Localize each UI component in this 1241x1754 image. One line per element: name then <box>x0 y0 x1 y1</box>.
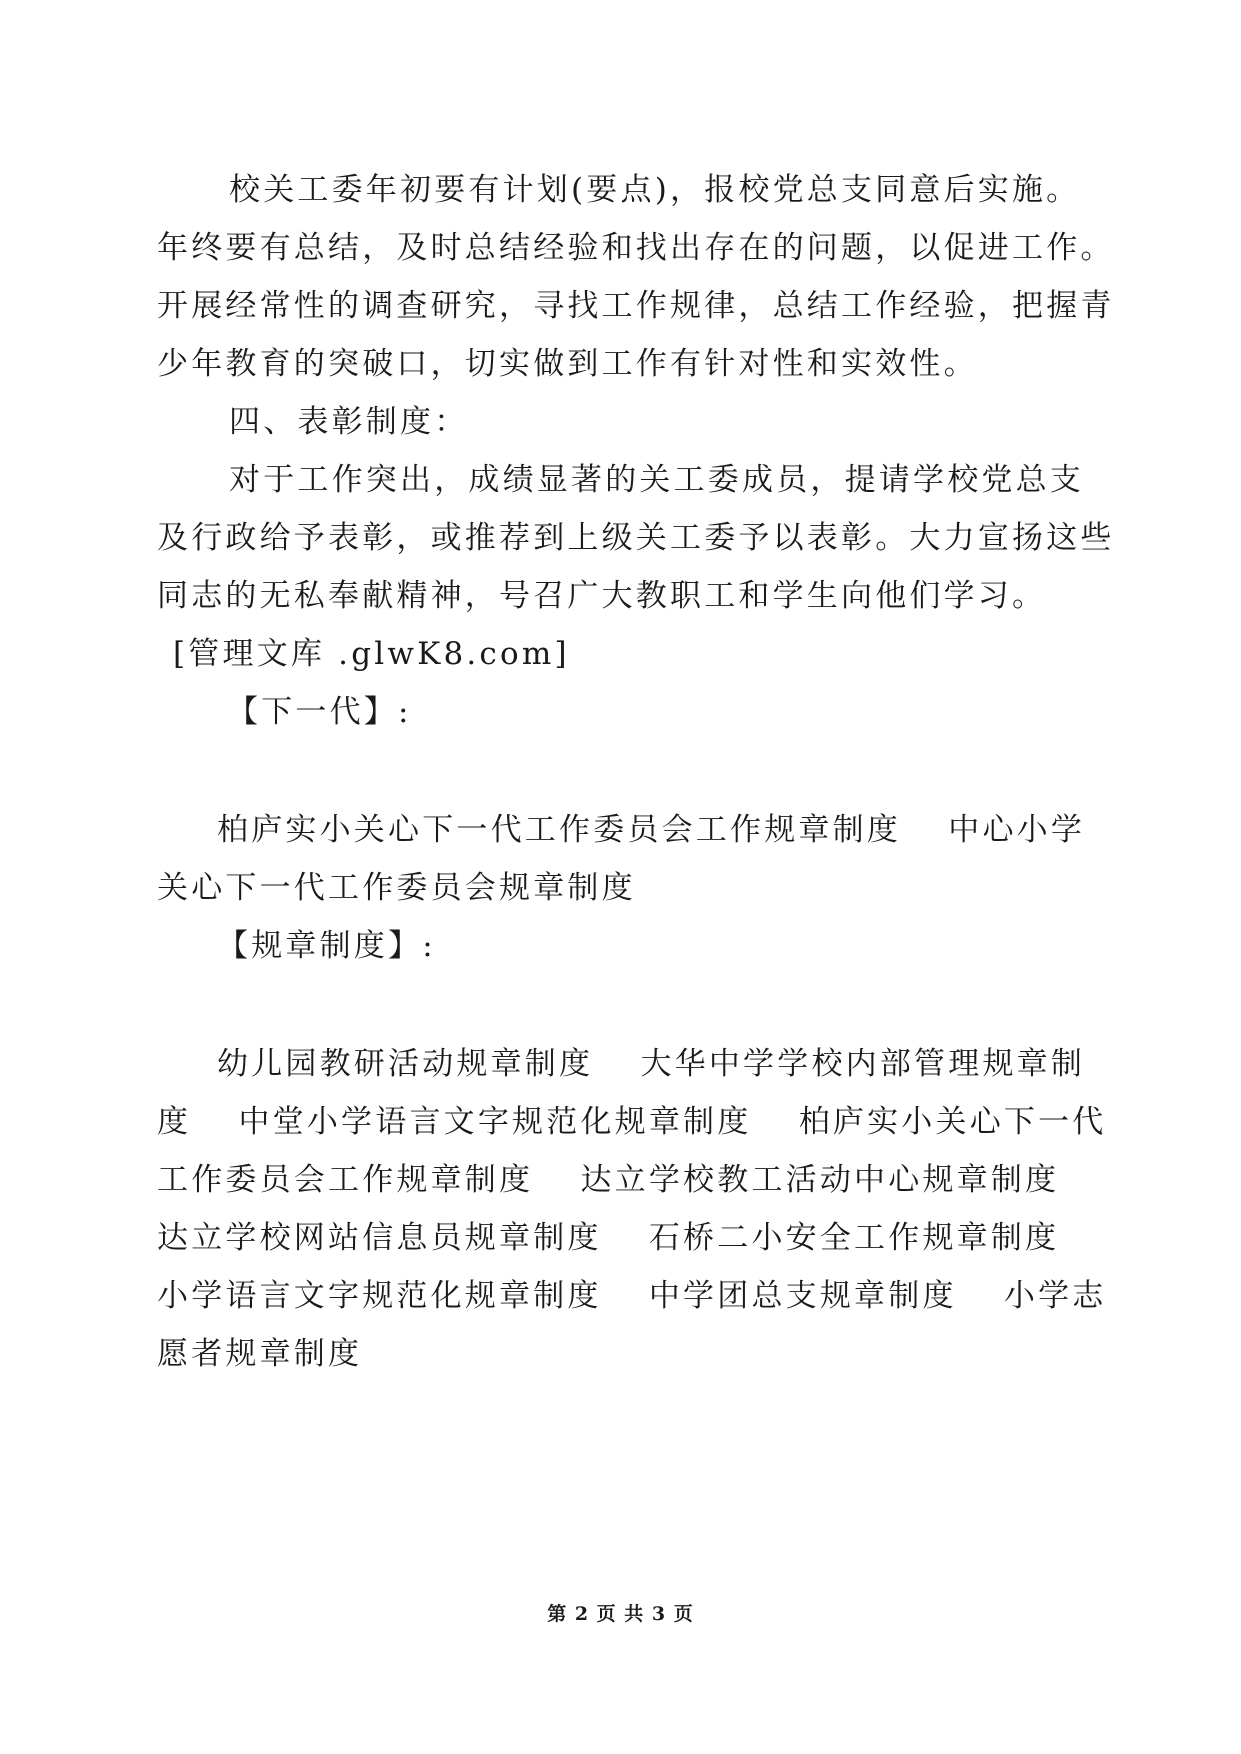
paragraph-2-line-1: 对于工作突出，成绩显著的关工委成员，提请学校党总支 <box>229 462 1084 498</box>
rules-links-line-6[interactable]: 愿者规章制度 <box>157 1336 363 1372</box>
rules-links-line-1[interactable]: 幼儿园教研活动规章制度 大华中学学校内部管理规章制 <box>217 1046 1086 1082</box>
source-note: [管理文库 .glwK8.com] <box>173 636 570 672</box>
paragraph-1-line-2: 年终要有总结，及时总结经验和找出存在的问题，以促进工作。 <box>157 230 1115 266</box>
page-number-footer: 第 2 页 共 3 页 <box>547 1603 694 1625</box>
next-gen-heading: 【下一代】: <box>227 694 412 730</box>
rules-links-line-2[interactable]: 度 中堂小学语言文字规范化规章制度 柏庐实小关心下一代 <box>157 1104 1107 1140</box>
next-gen-links-line-1[interactable]: 柏庐实小关心下一代工作委员会工作规章制度 中心小学 <box>217 812 1086 848</box>
paragraph-2-line-3: 同志的无私奉献精神，号召广大教职工和学生向他们学习。 <box>157 578 1047 614</box>
rules-links-line-5[interactable]: 小学语言文字规范化规章制度 中学团总支规章制度 小学志 <box>157 1278 1107 1314</box>
paragraph-1-line-3: 开展经常性的调查研究，寻找工作规律，总结工作经验，把握青 <box>157 288 1115 324</box>
rules-heading: 【规章制度】: <box>217 928 436 964</box>
paragraph-1-line-1: 校关工委年初要有计划(要点)，报校党总支同意后实施。 <box>229 172 1081 208</box>
rules-links-line-4[interactable]: 达立学校网站信息员规章制度 石桥二小安全工作规章制度 <box>157 1220 1060 1256</box>
next-gen-links-line-2[interactable]: 关心下一代工作委员会规章制度 <box>157 870 636 906</box>
paragraph-2-line-2: 及行政给予表彰，或推荐到上级关工委予以表彰。大力宣扬这些 <box>157 520 1115 556</box>
paragraph-1-line-4: 少年教育的突破口，切实做到工作有针对性和实效性。 <box>157 346 978 382</box>
rules-links-line-3[interactable]: 工作委员会工作规章制度 达立学校教工活动中心规章制度 <box>157 1162 1060 1198</box>
section-4-heading: 四、表彰制度： <box>229 404 469 440</box>
